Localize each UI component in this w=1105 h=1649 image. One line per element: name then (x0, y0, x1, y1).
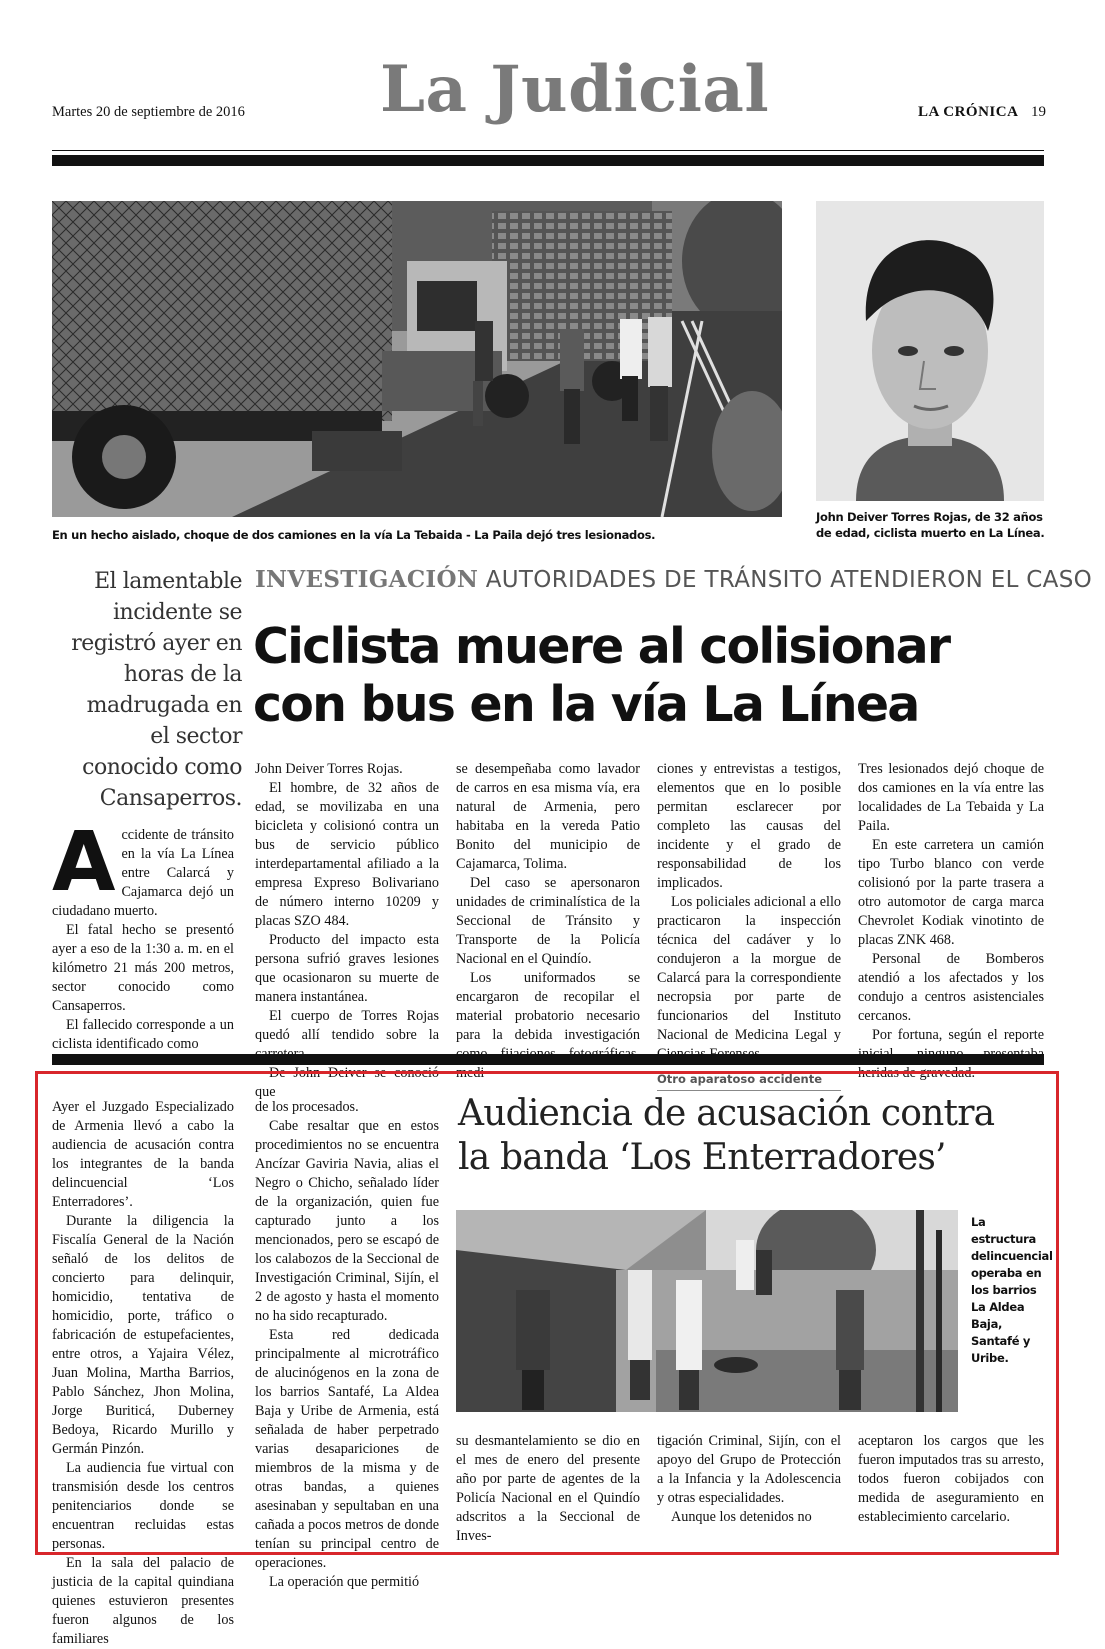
portrait-caption: John Deiver Torres Rojas, de 32 años de edad, ciclista muerto en La Línea. (816, 510, 1045, 540)
section-title: La Judicial (380, 52, 770, 127)
headline-line-1: Ciclista muere al colisionar (253, 618, 950, 675)
paragraph: se desempeñaba como lavador de carros en esa misma vía, era natural de Armenia, pero habitaba en la vereda Patio Bonito del municipio de Cajamarca, Tolima. (456, 761, 640, 872)
story1-column-3 (456, 760, 640, 1083)
overline-text: AUTORIDADES DE TRÁNSITO ATENDIERON EL CASO (478, 567, 1092, 593)
gang-scene-photo (456, 1210, 958, 1412)
story2-column-2 (255, 1098, 439, 1592)
paragraph: ccidente de tránsito en la vía La Línea entre Calarcá y Cajamarca dejó un ciudadano muerto. (52, 827, 234, 919)
paragraph: Los uniformados se encargaron de recopilar el material probatorio necesario para la debida investigación medi- (456, 970, 640, 1081)
paragraph: Esta red dedicada principalmente al microtráfico de alucinógenos en la zona de los barrios Santafé, La Aldea Baja y Uribe de Armenia, está señalada de haber perpetrado varias desapariciones de miembros de la misma y de otras bandas, a quienes asesinaban y sepultaban en una cañada a pocos metros de donde tenían su principal centro de operaciones. (255, 1327, 439, 1571)
headline-line-2: con bus en la vía La Línea (253, 676, 919, 733)
paragraph: Durante la diligencia la Fiscalía General de la Nación señaló de los delitos de concierto para delinquir, homicidio, tentativa de homicidio, porte, tráfico o fabricación de estupefacientes, entre otros, a Yajaira Vélez, Juan Molina, Martha Barrios, Pablo Sánchez, Jhon Molina, Jorge Buriticá, Duberney Bedoya, Ricardo Murillo y Germán Pinzón. (52, 1213, 234, 1457)
paragraph: aceptaron los cargos que les fueron imputados tras su arresto, todos fueron cobijados con medida de aseguramiento en establecimiento carcelario. (858, 1433, 1044, 1525)
paragraph: El hombre, de 32 años de edad, se movilizaba en una bicicleta y colisionó contra un bus de servicio público interdepartamental afiliado a la empresa Expreso Bolivariano de número interno 10209 y placas SZO 484. (255, 780, 439, 929)
portrait-illustration (816, 201, 1044, 501)
victim-portrait-photo (816, 201, 1044, 501)
page-number: 19 (1031, 104, 1046, 120)
newspaper-name: LA CRÓNICA (918, 104, 1019, 120)
paragraph: De John Deiver se conoció que (255, 1065, 439, 1100)
story-kicker: El lamentable incidente se registró ayer en horas de la madrugada en el sector conocido como Cansaperros. (71, 569, 242, 811)
story1-column-1 (52, 815, 234, 1054)
story2-headline (458, 1092, 1058, 1180)
header-rule-thin (52, 150, 1044, 151)
paragraph: Los policiales adicional a ello practicaron la inspección técnica del cadáver y lo condujeron a la morgue de Calarcá para la correspondiente necropsia por parte de funcionarios del Instituto Nacional de Medicina Legal y (657, 894, 841, 1043)
story2-column-1 (52, 1098, 234, 1649)
paragraph: ciones y entrevistas a testigos, elementos que en lo posible permitan esclarecer por completo las causas del incidente y el grado de responsabilidad de los implicados. (657, 761, 841, 891)
truck-crash-photo (52, 201, 782, 517)
paragraph: El fatal hecho se presentó ayer a eso de la 1:30 a. m. en el kilómetro 21 más 200 metros, sector conocido como Cansaperros. (52, 922, 234, 1014)
overline-label: INVESTIGACIÓN (255, 566, 479, 593)
paragraph: Cabe resaltar que en estos procedimientos no se encuentra Ancízar Gaviria Navia, alias el Negro o Chicho, señalado líder de la organización, quien fue capturado junto a los mencionados, pero se escapó de los calabozos de la Seccional de Investigación Criminal, Sijín, el 2 de agosto y hasta el momento no ha sido recapturado. (255, 1118, 439, 1324)
paragraph: su desmantelamiento se dio en el mes de enero del presente año por parte de agentes de la Policía Nacional en el Quindío adscritos a la Seccional de Inves- (456, 1433, 640, 1544)
truck-photo-caption: En un hecho aislado, choque de dos camiones en la vía La Tebaida - La Paila dejó tres lesionados. (52, 528, 656, 542)
issue-date: Martes 20 de septiembre de 2016 (52, 104, 245, 120)
paragraph: de los procesados. (255, 1099, 359, 1115)
paragraph: Del caso se apersonaron unidades de criminalística de la Seccional de Tránsito y Transporte de la Policía Nacional en el Quindío. (456, 875, 640, 967)
sidebar-subhead: Otro aparatoso accidente (657, 1070, 841, 1091)
paragraph: El cuerpo de Torres Rojas quedó allí tendido sobre la (255, 1008, 439, 1043)
header-rule-thick (52, 155, 1044, 166)
paragraph: tigación Criminal, Sijín, con el apoyo del Grupo de Protección a la Infancia y la Adolescencia y otras especialidades. (657, 1433, 841, 1506)
paragraph: En la sala del palacio de justicia de la capital quindiana quienes estuvieron presentes fueron algunos de los familiares (52, 1555, 234, 1647)
paragraph: Personal de Bomberos atendió a los afectados y los condujo a centros asistenciales cercanos. (858, 951, 1044, 1024)
paragraph: John Deiver Torres Rojas. (255, 761, 403, 777)
story1-column-2 (255, 760, 439, 1102)
story2-column-3 (456, 1432, 640, 1546)
paragraph: Por fortuna, según el reporte heridas de gravedad. (858, 1027, 1044, 1081)
headline-line-1: Audiencia de acusación contra (458, 1093, 995, 1134)
paragraph: Ayer el Juzgado Especializado de Armenia llevó a cabo la audiencia de acusación contra los integrantes de la banda delincuencial ‘Los Enterradores’. (52, 1099, 234, 1210)
paragraph: Aunque los detenidos no (671, 1509, 812, 1525)
headline-line-2: la banda ‘Los Enterradores’ (458, 1137, 946, 1178)
story2-column-4 (657, 1432, 841, 1527)
paragraph: La operación que permitió (269, 1574, 420, 1590)
story1-column-4 (657, 760, 841, 1091)
gang-photo-caption: La estructura delincuencial operaba en los barrios La Aldea Baja, Santafé y Uribe. (971, 1215, 1053, 1365)
paragraph: La audiencia fue virtual con transmisión desde los centros penitenciarios donde se encuentran recluidas estas personas. (52, 1460, 234, 1552)
gang-scene-illustration (456, 1210, 958, 1412)
truck-crash-illustration (52, 201, 782, 517)
story2-column-5 (858, 1432, 1044, 1527)
paragraph: Producto del impacto esta persona sufrió graves lesiones que ocasionaron su muerte de manera instantánea. (255, 932, 439, 1005)
paragraph: En este carretera un camión tipo Turbo blanco con verde colisionó por la parte trasera a otro automotor de carga marca Chevrolet Kodiak vinotinto de placas ZNK 468. (858, 837, 1044, 948)
story-overline (255, 566, 1092, 593)
section-divider (52, 1054, 1044, 1065)
story1-column-5 (858, 760, 1044, 1083)
paragraph: El fallecido corresponde a un ciclista identificado como (52, 1017, 234, 1052)
paragraph: Tres lesionados dejó choque de dos camiones en la vía entre las localidades de La Tebaida y La Paila. (858, 761, 1044, 834)
story-headline (253, 618, 1053, 734)
drop-cap: A (52, 815, 116, 910)
